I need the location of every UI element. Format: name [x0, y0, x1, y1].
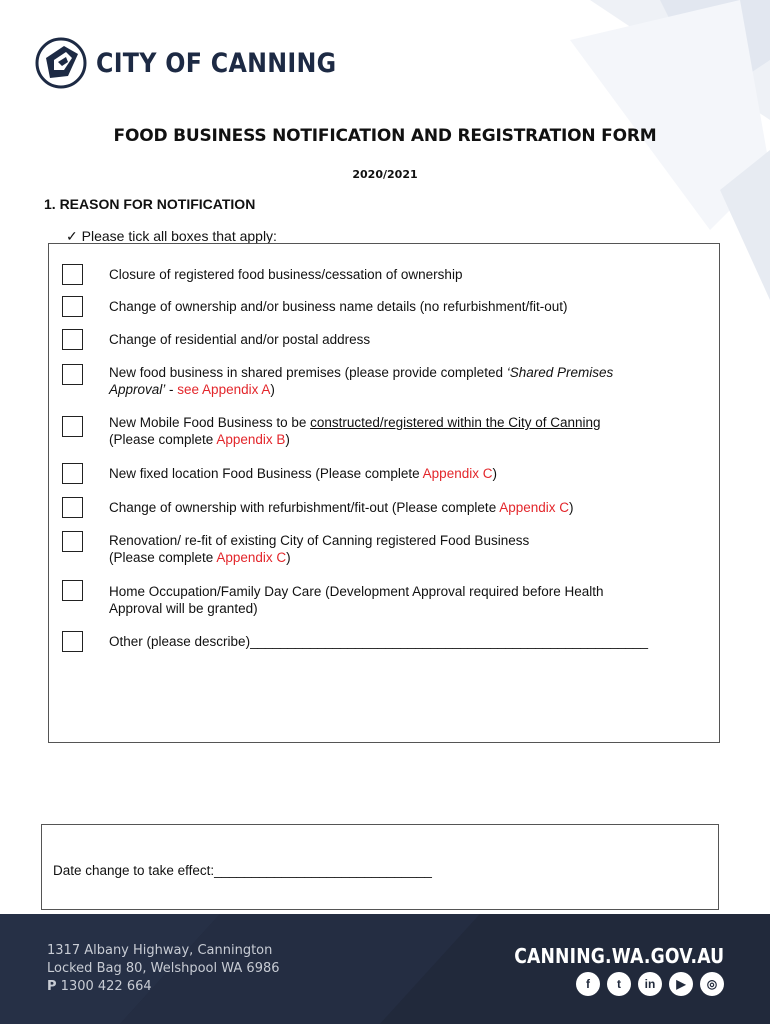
reason-options-box — [48, 243, 720, 743]
checkbox-ownership-refurbishment[interactable] — [62, 497, 83, 518]
option-text: ) — [492, 466, 497, 481]
checkbox-home-occupation[interactable] — [62, 580, 83, 601]
appendix-b-reference: Appendix B — [216, 432, 286, 447]
youtube-icon[interactable]: ▶ — [669, 972, 693, 996]
option-text: New Mobile Food Business to be — [109, 415, 311, 430]
footer-address — [47, 942, 280, 996]
tick-instruction: ✓ Please tick all boxes that apply: — [66, 228, 277, 244]
canning-emblem-icon — [34, 36, 88, 90]
appendix-c-reference: Appendix C — [216, 550, 287, 565]
option-label: Closure of registered food business/cessation of ownership — [109, 267, 463, 282]
option-text-underlined: constructed/registered within the City of Canning — [310, 415, 601, 430]
website-link[interactable]: CANNING.WA.GOV.AU — [513, 944, 724, 968]
option-label — [109, 364, 709, 398]
checkbox-other[interactable] — [62, 631, 83, 652]
checkbox-closure[interactable] — [62, 264, 83, 285]
option-text: Home Occupation/Family Day Care (Development Approval required before Health — [109, 584, 604, 599]
option-label — [109, 583, 709, 617]
section-heading: 1. REASON FOR NOTIFICATION — [44, 196, 256, 212]
org-name: CITY OF CANNING — [96, 47, 337, 79]
option-text: Change of ownership with refurbishment/fit-out (Please complete — [109, 500, 500, 515]
option-text: ) — [285, 432, 290, 447]
option-label: Change of residential and/or postal address — [109, 332, 371, 347]
linkedin-icon[interactable]: in — [638, 972, 662, 996]
option-text: Renovation/ re-fit of existing City of Canning registered Food Business — [109, 533, 530, 548]
checkbox-shared-premises[interactable] — [62, 364, 83, 385]
option-text: ) — [286, 550, 291, 565]
date-change-field[interactable]: Date change to take effect:_____________________________ — [53, 863, 432, 878]
phone-line — [47, 978, 280, 996]
option-label — [109, 465, 709, 482]
appendix-a-reference: see Appendix A — [177, 382, 271, 397]
facebook-icon[interactable]: f — [576, 972, 600, 996]
form-year: 2020/2021 — [352, 168, 418, 181]
option-text-italic: Approval’ — [109, 382, 166, 397]
option-text: New food business in shared premises (please provide completed — [109, 365, 507, 380]
option-text: ) — [270, 382, 275, 397]
phone-number: 1300 422 664 — [60, 979, 152, 994]
option-text-italic: ‘Shared Premises — [506, 365, 614, 380]
checkbox-renovation[interactable] — [62, 531, 83, 552]
checkbox-mobile-food-business[interactable] — [62, 416, 83, 437]
appendix-c-reference: Appendix C — [499, 500, 569, 515]
instagram-icon[interactable]: ◎ — [700, 972, 724, 996]
city-logo — [34, 36, 369, 90]
date-change-box — [41, 824, 719, 910]
footer — [0, 914, 770, 1024]
option-text: New fixed location Food Business (Please complete — [109, 466, 423, 481]
option-text: Approval will be granted) — [109, 601, 258, 616]
option-label — [109, 414, 709, 448]
option-text: (Please complete — [109, 432, 217, 447]
option-label: Change of ownership and/or business name details (no refurbishment/fit-out) — [109, 299, 568, 314]
option-text: (Please complete — [109, 550, 217, 565]
checkbox-change-ownership-name[interactable] — [62, 296, 83, 317]
checkbox-fixed-location[interactable] — [62, 463, 83, 484]
checkbox-change-address[interactable] — [62, 329, 83, 350]
twitter-icon[interactable]: t — [607, 972, 631, 996]
address-line-2: Locked Bag 80, Welshpool WA 6986 — [47, 961, 280, 976]
option-label — [109, 532, 709, 566]
address-line-1: 1317 Albany Highway, Cannington — [47, 943, 273, 958]
option-text: ) — [569, 500, 574, 515]
social-links — [576, 972, 724, 996]
option-label — [109, 499, 709, 516]
appendix-c-reference: Appendix C — [422, 466, 493, 481]
option-text: - — [165, 382, 178, 397]
phone-prefix: P — [47, 979, 57, 994]
form-title: FOOD BUSINESS NOTIFICATION AND REGISTRATION FORM — [113, 126, 657, 146]
other-describe-field[interactable]: Other (please describe)_____________________________________________________ — [109, 634, 648, 649]
